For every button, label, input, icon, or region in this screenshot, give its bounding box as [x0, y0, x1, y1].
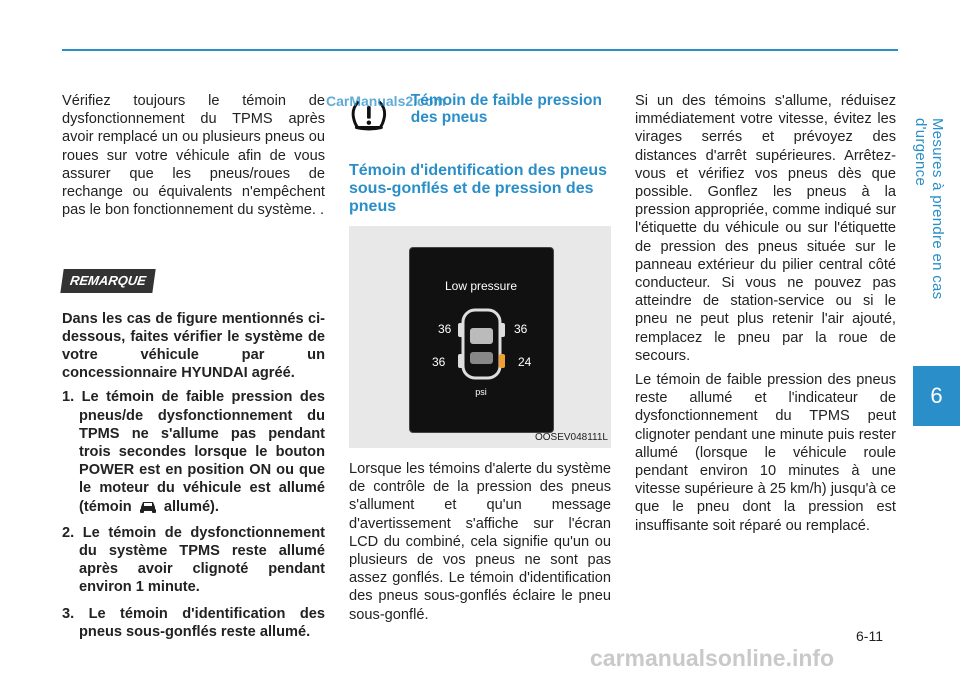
front-right-pressure: 36: [514, 322, 528, 336]
section-title: Mesures à prendre en cas d'urgence: [912, 118, 946, 300]
figure: [349, 226, 611, 448]
remark-label: REMARQUE: [60, 269, 155, 293]
car-rear-window: [470, 352, 493, 364]
front-left-tire: [458, 323, 464, 337]
remark-intro: Dans les cas de figure mentionnés ci-dessous, faites vérifier le système de votre véhicule par un concessionnaire HYUNDAI agréé.: [62, 310, 325, 382]
lcd-screen: [409, 247, 554, 433]
page-number: 6-11: [856, 628, 883, 644]
figure-caption: OOSEV048111L: [534, 431, 608, 443]
list-item: [62, 388, 325, 515]
header-rule: [62, 49, 898, 51]
pressure-unit: psi: [475, 387, 487, 397]
footer-watermark: carmanualsonline.info: [590, 645, 835, 671]
rear-right-tire: [499, 354, 505, 368]
list-item-text: 1. Le témoin de faible pression des pneus/de dysfonctionnement du TPMS ne s'allume pas pendant trois secondes lorsque le bouton POWER est en position ON ou que le moteur du véhicule est allumé (témoin: [62, 389, 325, 515]
body-paragraph: Le témoin de faible pression des pneus reste allumé et l'indicateur de dysfonctionnement du TPMS peut clignoter pendant une minute puis rester allumé (lorsque le véhicule roule pendant environ 10 minutes à une vitesse supérieure à 25 km/h) jusqu'à ce que le pneu dont la pression est insuffisante soit réparé ou remplacé.: [635, 372, 896, 534]
list-item-suffix: allumé).: [163, 498, 219, 515]
column-3: [635, 92, 896, 541]
remark-list: [62, 388, 325, 641]
body-paragraph: Si un des témoins s'allume, réduisez immédiatement votre vitesse, évitez les virages serrés et prévoyez des distances d'arrêt supérieures. Arrêtez-vous et vérifiez vos pneus dès que possible. Gonflez les pneus à la pression appropriée, comme indiqué sur l'étiquette du véhicule ou sur l'étiquette de pression des pneus située sur le panneau extérieur du pilier central côté conducteur. Si vous ne pouvez pas atteindre de station-service ou si le pneu ne peut plus retenir l'air ajouté, remplacez le pneu par la roue de secours.: [635, 93, 896, 364]
body-paragraph: Lorsque les témoins d'alerte du système de contrôle de la pression des pneus s'allument et qu'un message d'avertissement s'affiche sur l'écran LCD du combiné, cela signifie qu'un ou plusieurs de vos pneus ne sont pas assez gonflés. Le témoin d'identification des pneus sous-gonflés éclaire le pneu sous-gonflé.: [349, 461, 611, 623]
column-2: [349, 92, 611, 630]
chapter-tab[interactable]: 6: [913, 366, 960, 426]
list-item: 3. Le témoin d'identification des pneus sous-gonflés reste allumé.: [62, 605, 325, 640]
column-1: [62, 92, 325, 649]
front-right-tire: [499, 323, 505, 337]
watermark: CarManuals2.com: [326, 93, 446, 109]
rear-left-tire: [458, 354, 464, 368]
rear-right-pressure: 24: [518, 355, 532, 369]
screen-title: Low pressure: [444, 279, 518, 293]
section-heading: Témoin de faible pression des pneus: [410, 92, 602, 126]
car-windshield: [470, 328, 493, 344]
intro-paragraph: Vérifiez toujours le témoin de dysfonctionnement du TPMS après avoir remplacé un ou plusieurs pneus ou roues sur votre véhicule afin de vous assurer que les pneus/roues de rechange ou équivalents n'empêchent pas le bon fonctionnement du système. .: [62, 93, 325, 219]
list-item: 2. Le témoin de dysfonctionnement du système TPMS reste allumé après avoir clignoté pendant environ 1 minute.: [62, 524, 325, 596]
sub-heading: Témoin d'identification des pneus sous-gonflés et de pression des pneus: [349, 162, 608, 215]
lcd-graphic: [410, 248, 553, 432]
front-left-pressure: 36: [438, 322, 452, 336]
rear-left-pressure: 36: [432, 355, 446, 369]
tpms-car-icon: [138, 499, 158, 513]
